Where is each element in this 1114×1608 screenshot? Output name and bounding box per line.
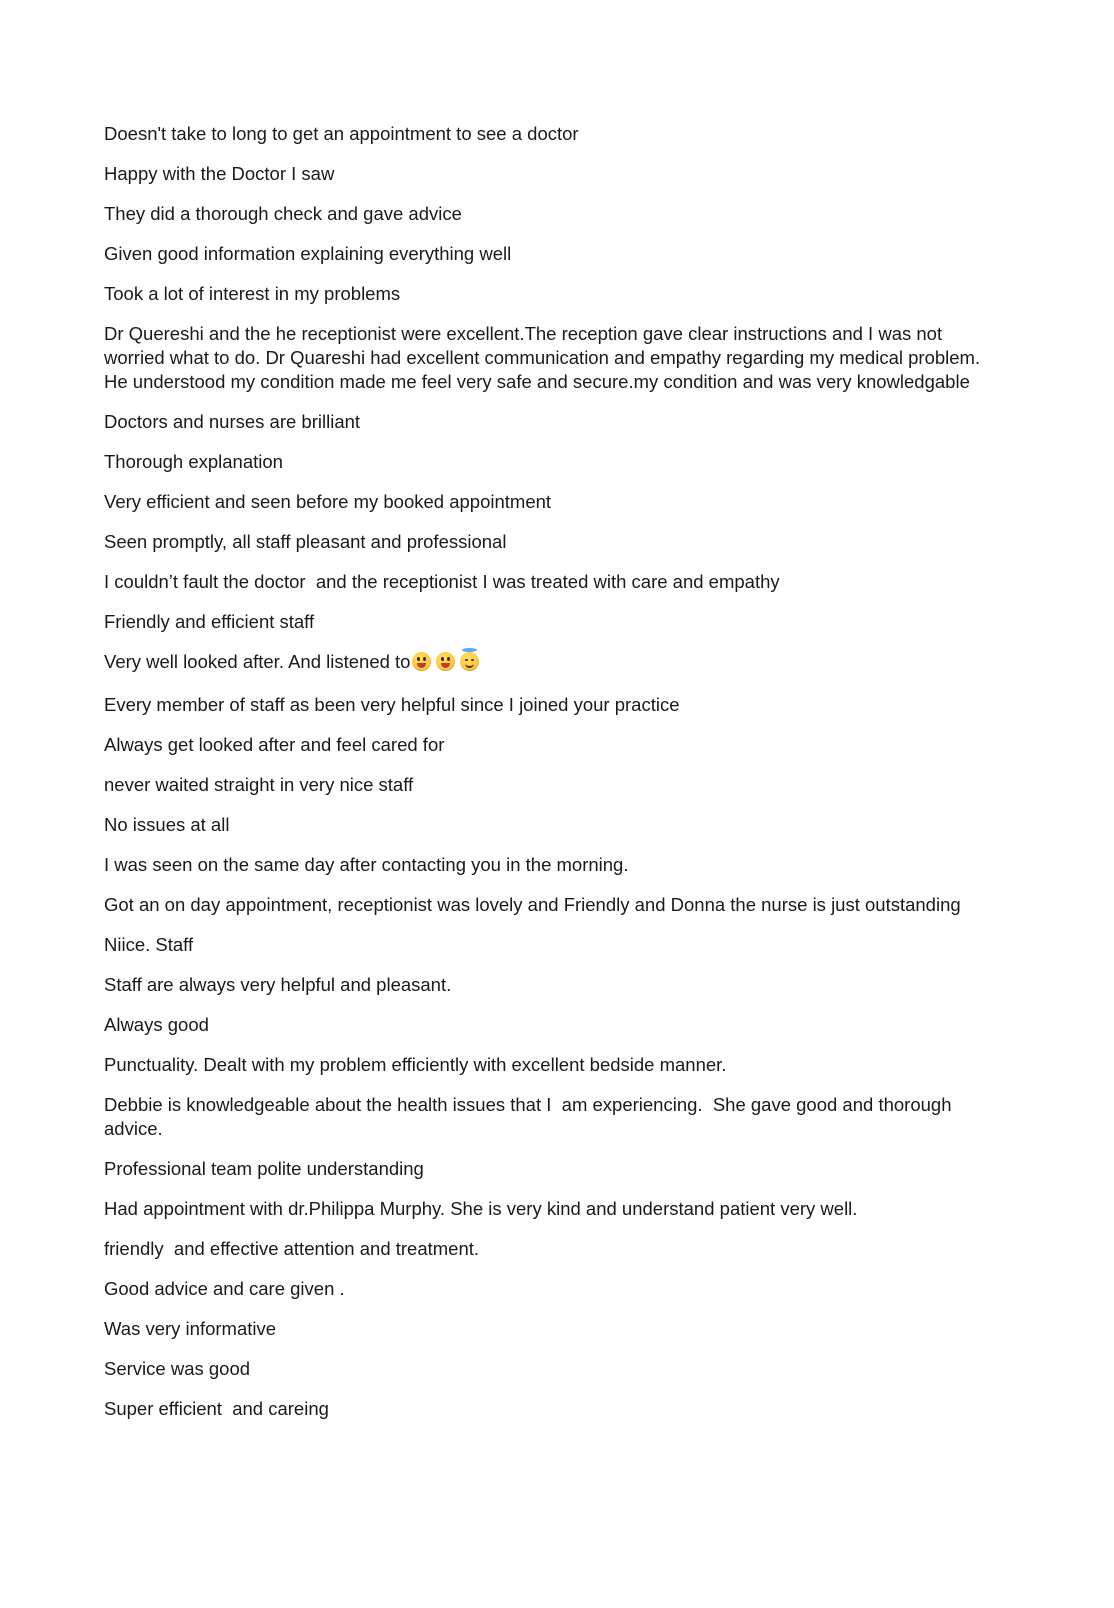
feedback-entry: Super efficient and careing <box>104 1398 329 1419</box>
feedback-entry: Friendly and efficient staff <box>104 611 315 632</box>
feedback-entry: Seen promptly, all staff pleasant and professional <box>104 531 507 552</box>
feedback-entry: Dr Quereshi and the he receptionist were excellent.The reception gave clear instructions and I was not worried what to do. Dr Quareshi had excellent communication and empathy regarding my medical problem. He understood my condition made me feel very safe and secure.my condition and was very knowledgable <box>104 323 991 392</box>
feedback-entry: Doctors and nurses are brilliant <box>104 411 361 432</box>
feedback-entry: Took a lot of interest in my problems <box>104 283 401 304</box>
feedback-entry: They did a thorough check and gave advice <box>104 203 462 224</box>
smiling-face-with-halo-icon <box>460 652 479 671</box>
feedback-entry: Always get looked after and feel cared for <box>104 734 445 755</box>
feedback-entry: never waited straight in very nice staff <box>104 774 414 795</box>
grinning-face-icon <box>412 652 431 671</box>
feedback-entry-with-emoji <box>104 650 1004 677</box>
feedback-entry: Had appointment with dr.Philippa Murphy. She is very kind and understand patient very well. <box>104 1198 858 1219</box>
feedback-entry: Very efficient and seen before my booked appointment <box>104 491 552 512</box>
feedback-entry: No issues at all <box>104 814 230 835</box>
feedback-entry: friendly and effective attention and treatment. <box>104 1238 480 1259</box>
feedback-entry: Good advice and care given . <box>104 1278 345 1299</box>
feedback-entry: Service was good <box>104 1358 251 1379</box>
feedback-entry: Doesn't take to long to get an appointment to see a doctor <box>104 123 579 144</box>
feedback-entry: Punctuality. Dealt with my problem efficiently with excellent bedside manner. <box>104 1054 727 1075</box>
feedback-entry: Given good information explaining everything well <box>104 243 512 264</box>
feedback-entry: Thorough explanation <box>104 451 283 472</box>
feedback-entry: Professional team polite understanding <box>104 1158 424 1179</box>
feedback-list <box>104 122 1004 1437</box>
feedback-entry: Always good <box>104 1014 209 1035</box>
feedback-entry: Niice. Staff <box>104 934 194 955</box>
grinning-face-icon <box>436 652 455 671</box>
emoji-group <box>412 652 484 677</box>
feedback-entry-text: Very well looked after. And listened to <box>104 651 411 672</box>
feedback-entry: Got an on day appointment, receptionist was lovely and Friendly and Donna the nurse is just outstanding <box>104 894 961 915</box>
feedback-entry: Happy with the Doctor I saw <box>104 163 335 184</box>
feedback-entry: I was seen on the same day after contacting you in the morning. <box>104 854 629 875</box>
feedback-entry: Staff are always very helpful and pleasant. <box>104 974 452 995</box>
feedback-entry: Every member of staff as been very helpful since I joined your practice <box>104 694 680 715</box>
feedback-entry: I couldn’t fault the doctor and the receptionist I was treated with care and empathy <box>104 571 780 592</box>
feedback-entry: Debbie is knowledgeable about the health issues that I am experiencing. She gave good and thorough advice. <box>104 1094 957 1139</box>
feedback-entry: Was very informative <box>104 1318 277 1339</box>
